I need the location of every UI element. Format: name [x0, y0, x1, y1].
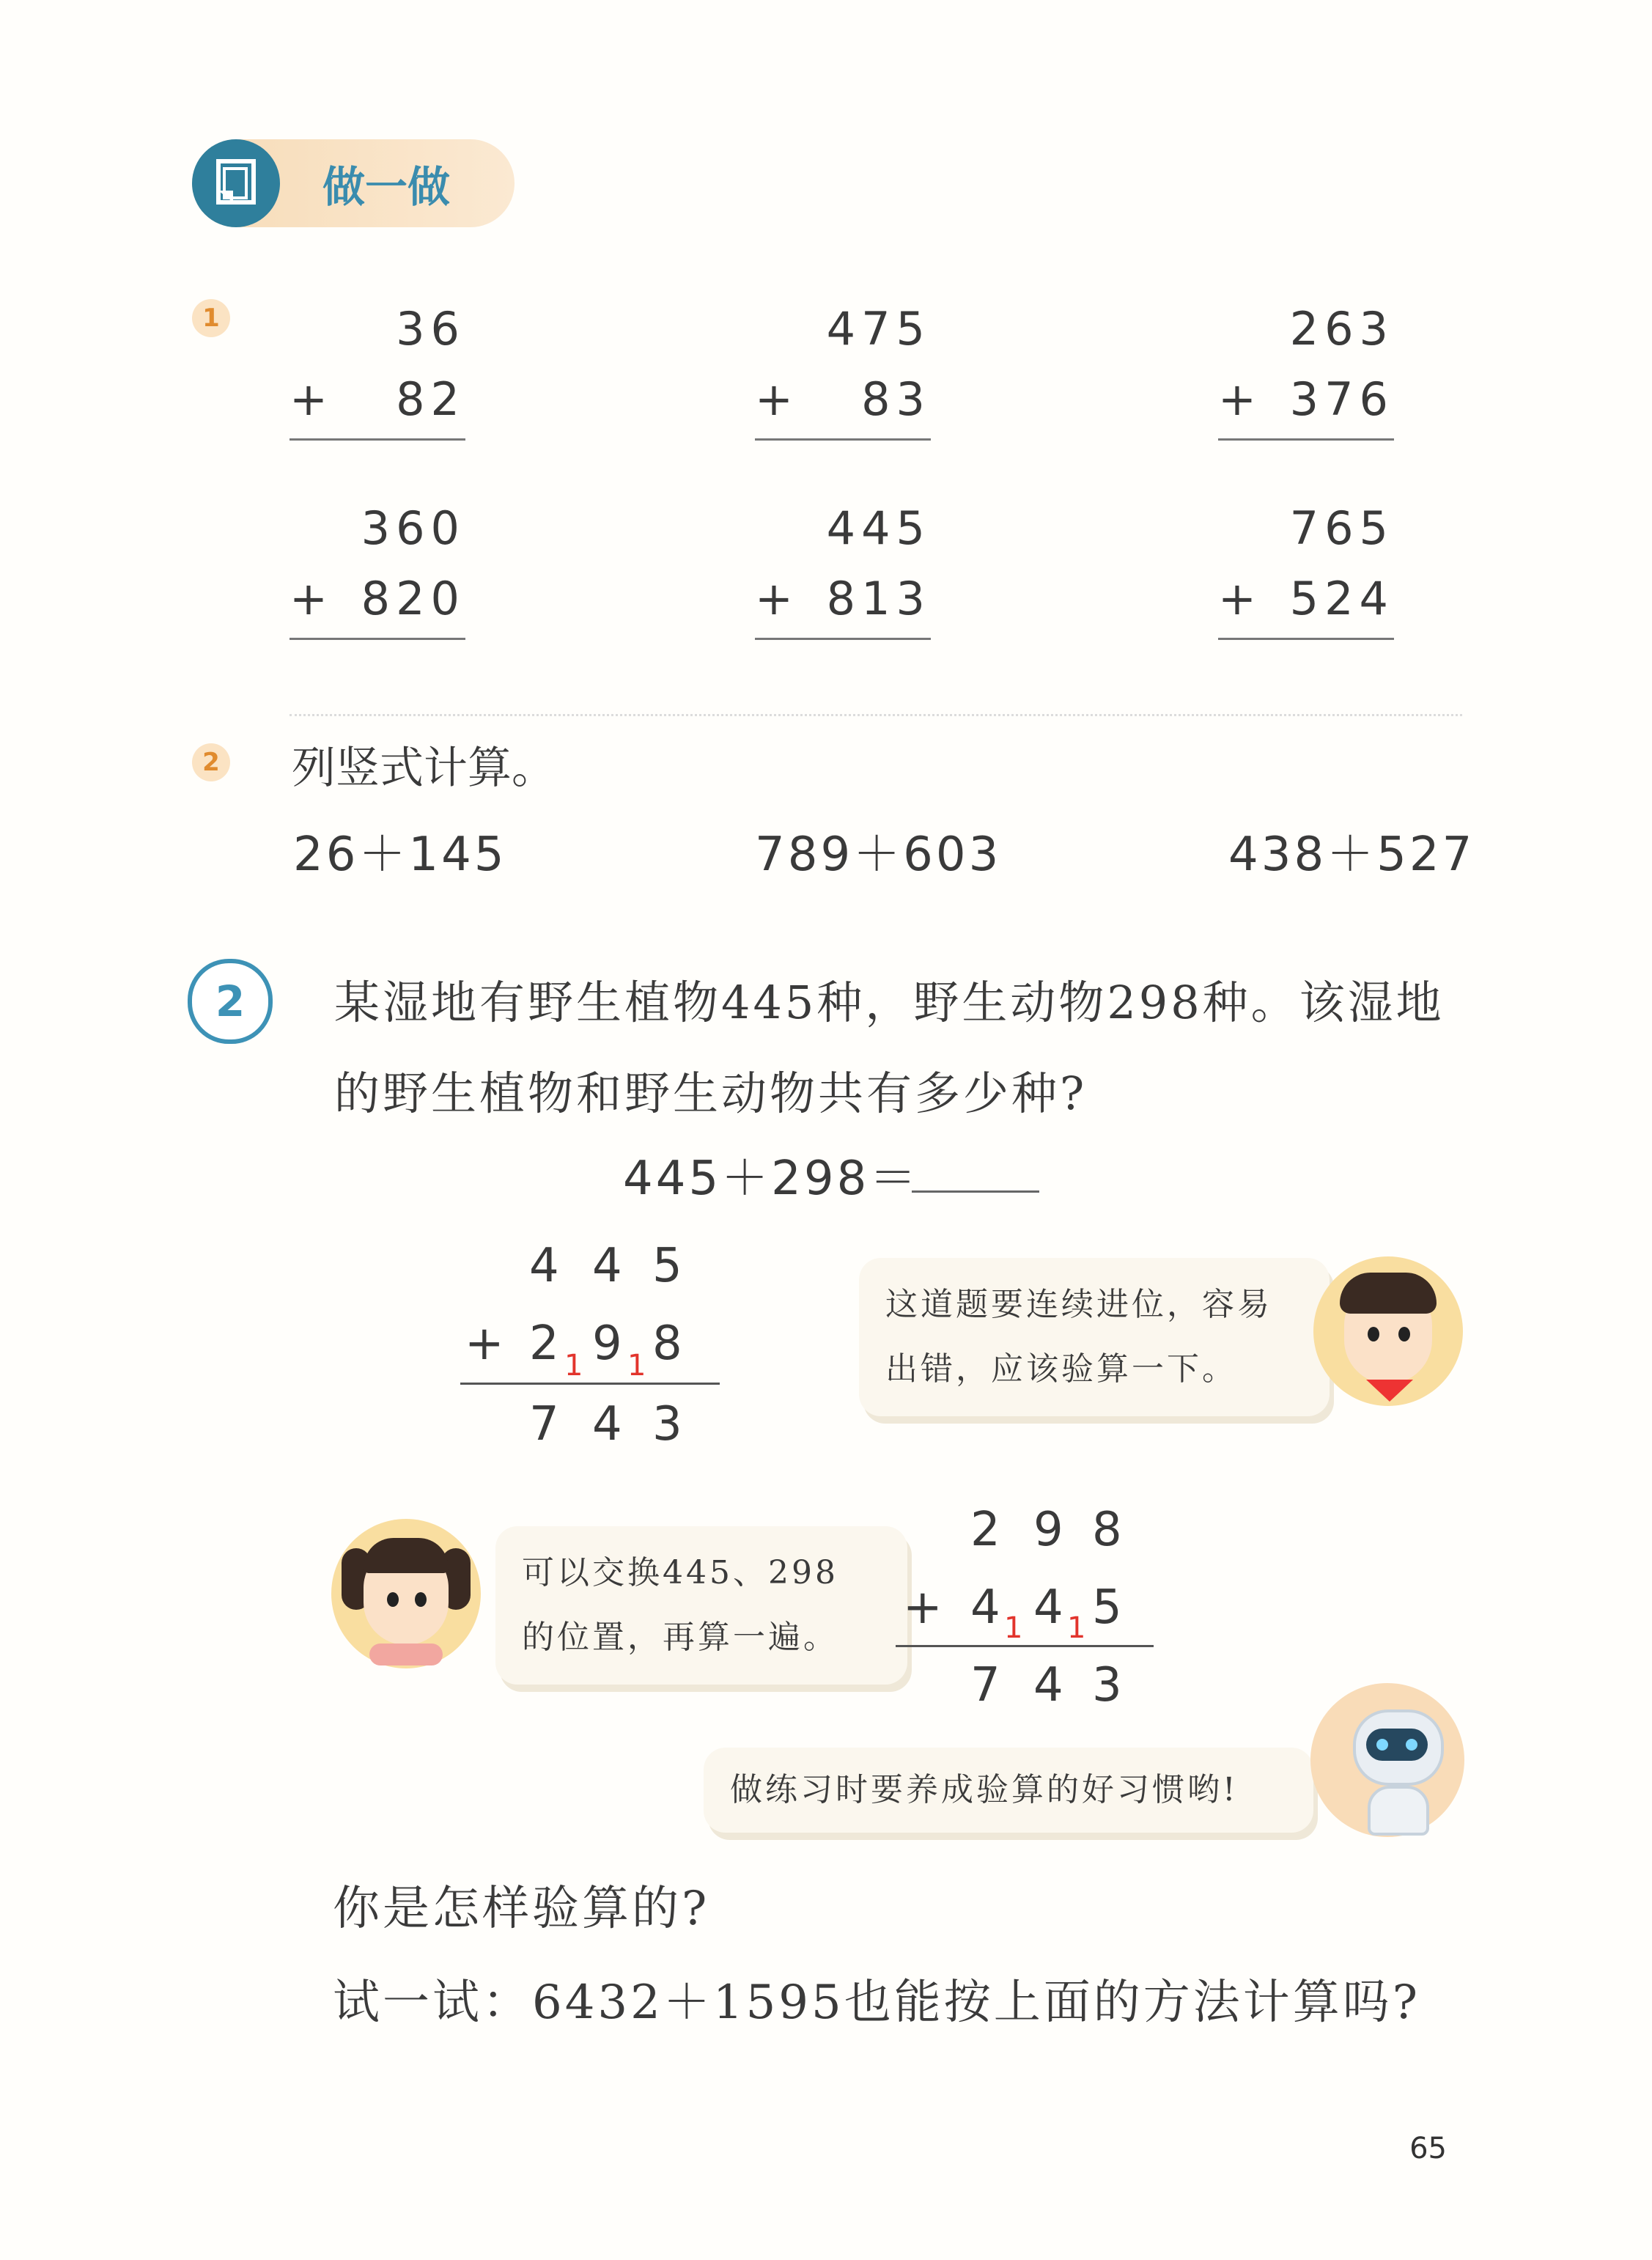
eye-icon [1398, 1327, 1410, 1341]
addend-top: 36 [396, 301, 465, 356]
vertical-addition-4 [290, 493, 465, 640]
addend-bottom: 82 [396, 372, 465, 426]
bubble-line: 出错，应该验算一下。 [885, 1350, 1237, 1388]
equation: 445＋298＝ [623, 1152, 920, 1206]
calc1-bottom-3: 8 [652, 1317, 682, 1371]
sum-line [290, 438, 465, 441]
expression-3: 438＋527 [1228, 828, 1475, 882]
calc1-top-2: 4 [592, 1239, 622, 1293]
calc2-bottom-3: 5 [1092, 1580, 1122, 1635]
robot-body [1368, 1786, 1429, 1836]
vertical-addition-1 [290, 293, 465, 441]
plus-sign: + [290, 571, 333, 625]
addend-bottom: 376 [1289, 372, 1394, 426]
boy-hair [1340, 1273, 1437, 1314]
calc1-result-3: 3 [652, 1397, 682, 1451]
vertical-addition-6 [1218, 493, 1394, 640]
addend-top: 445 [826, 501, 931, 555]
calc1-top-3: 5 [652, 1239, 682, 1293]
calc2-result-2: 4 [1033, 1658, 1063, 1712]
calc2-carry-1: 1 [1004, 1611, 1023, 1645]
calc1-carry-1: 1 [564, 1349, 583, 1383]
eye-icon [1376, 1739, 1388, 1751]
question-2: 试一试：6432＋1595也能按上面的方法计算吗? [333, 1976, 1421, 2030]
addend-bottom: 820 [361, 571, 465, 625]
girl-avatar [331, 1519, 481, 1668]
girl-hair [364, 1538, 449, 1573]
plus-sign: + [1218, 571, 1262, 625]
sum-line [290, 638, 465, 640]
expression-2: 789＋603 [755, 828, 1002, 882]
addend-bottom: 813 [826, 571, 931, 625]
item-number-2: 2 [192, 743, 230, 781]
eye-icon [1368, 1327, 1379, 1341]
item-number-1: 1 [192, 299, 230, 337]
question-1: 你是怎样验算的? [333, 1882, 710, 1936]
calc2-result-3: 3 [1092, 1658, 1122, 1712]
addend-bottom: 524 [1289, 571, 1394, 625]
calc2-bottom-1: 4 [970, 1580, 1000, 1635]
bubble-line: 这道题要连续进位，容易 [885, 1286, 1272, 1323]
page-number: 65 [1409, 2132, 1447, 2165]
instruction-text: 列竖式计算。 [292, 743, 556, 794]
sum-line [755, 638, 931, 640]
bubble-line: 可以交换445、298 [522, 1554, 838, 1591]
sum-line [1218, 638, 1394, 640]
plus-sign: + [755, 571, 799, 625]
calc2-top-2: 9 [1033, 1503, 1063, 1557]
boy-avatar [1313, 1256, 1463, 1406]
calc2-bottom-2: 4 [1033, 1580, 1063, 1635]
calc1-plus: + [465, 1317, 504, 1371]
plus-sign: + [1218, 372, 1262, 426]
plus-sign: + [290, 372, 333, 426]
divider [290, 714, 1462, 716]
robot-avatar [1310, 1683, 1464, 1837]
robot-visor [1366, 1729, 1428, 1761]
vertical-addition-2 [755, 293, 931, 441]
sum-line [1218, 438, 1394, 441]
addend-top: 475 [826, 301, 931, 356]
answer-blank [912, 1190, 1039, 1193]
girl-collar [369, 1644, 443, 1665]
problem-line-1: 某湿地有野生植物445种，野生动物298种。该湿地 [334, 976, 1445, 1029]
calc2-top-1: 2 [970, 1503, 1000, 1557]
eye-icon [387, 1592, 399, 1607]
calc1-carry-2: 1 [627, 1349, 646, 1383]
book-icon [192, 139, 280, 227]
addend-bottom: 83 [861, 372, 931, 426]
speech-bubble-boy [859, 1258, 1330, 1416]
calc1-bottom-2: 9 [592, 1317, 622, 1371]
calc1-result-1: 7 [529, 1397, 559, 1451]
calc2-result-1: 7 [970, 1658, 1000, 1712]
speech-bubble-robot: 做练习时要养成验算的好习惯哟! [704, 1748, 1313, 1833]
example-number: 2 [188, 959, 273, 1044]
speech-bubble-girl [495, 1526, 907, 1685]
section-title: 做一做 [322, 162, 451, 212]
calc2-top-3: 8 [1092, 1503, 1122, 1557]
calc2-sum-line [896, 1645, 1154, 1647]
calc1-top-1: 4 [529, 1239, 559, 1293]
calc2-carry-2: 1 [1067, 1611, 1086, 1645]
vertical-addition-3 [1218, 293, 1394, 441]
problem-line-2: 的野生植物和野生动物共有多少种? [334, 1067, 1088, 1120]
addend-top: 360 [361, 501, 465, 555]
eye-icon [1406, 1739, 1417, 1751]
sum-line [755, 438, 931, 441]
bubble-line: 的位置，再算一遍。 [522, 1619, 838, 1656]
addend-top: 263 [1289, 301, 1394, 356]
calc1-bottom-1: 2 [529, 1317, 559, 1371]
eye-icon [415, 1592, 427, 1607]
calc1-result-2: 4 [592, 1397, 622, 1451]
expression-1: 26＋145 [293, 828, 507, 882]
calc2-plus: + [903, 1580, 943, 1635]
addend-top: 765 [1289, 501, 1394, 555]
plus-sign: + [755, 372, 799, 426]
vertical-addition-5 [755, 493, 931, 640]
calc1-sum-line [460, 1383, 720, 1385]
red-scarf [1366, 1380, 1413, 1402]
